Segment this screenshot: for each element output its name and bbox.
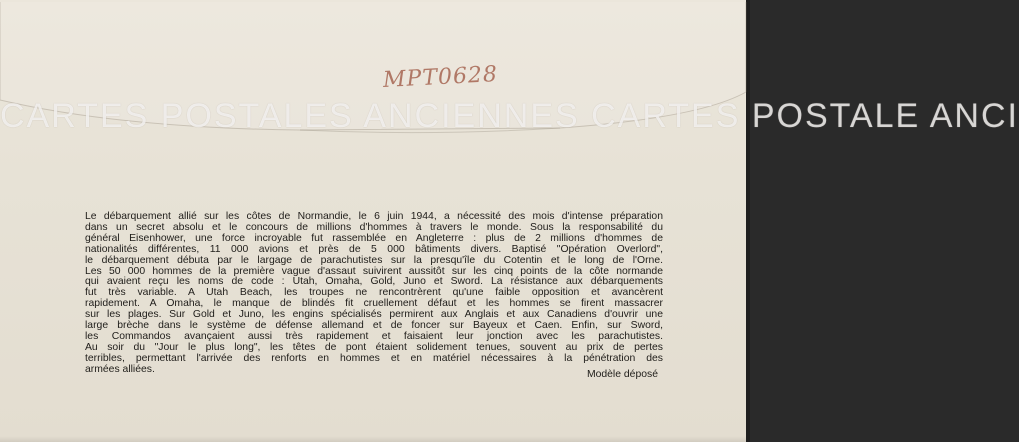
text-line: terribles, permettant l'arrivée des renforts en hommes et en matériel nécessaires à la pénétration des	[85, 352, 663, 364]
text-line: large brèche dans le système de défense allemand et de foncer sur Bayeux et Caen. Enfin, sur Sword,	[85, 320, 663, 332]
text-line: Les 50 000 hommes de la première vague d'assaut suivirent aussitôt sur les cinq points de la côte normande	[85, 265, 663, 277]
text-line: qui avaient reçu les noms de code : Utah, Omaha, Gold, Juno et Sword. La résistance aux débarquements	[85, 276, 663, 288]
text-line: le débarquement débuta par le largage de parachutistes sur la presqu'île du Cotentin et le long de l'Orne.	[85, 254, 663, 266]
text-line: dans un secret absolu et le concours de millions d'hommes à travers le monde. Sous la responsabilité du	[85, 221, 663, 233]
envelope-flap	[0, 0, 1019, 150]
watermark-text: CARTES POSTALES ANCIENNES CARTES POSTALE ANCI	[0, 97, 1019, 135]
text-line: armées alliées.	[85, 363, 155, 375]
handwritten-reference-code: MPT0628	[382, 62, 499, 93]
text-line: les Commandos avançaient aussi très rapidement et faisaient leur jonction avec les parachutistes.	[85, 330, 663, 342]
text-line: Le débarquement allié sur les côtes de Normandie, le 6 juin 1944, a nécessité des mois d'intense préparation	[85, 211, 663, 222]
text-line: Au soir du "Jour le plus long", les têtes de pont étaient solidement tenues, souvent au prix de pertes	[85, 341, 663, 353]
envelope-flap-outline	[0, 0, 1019, 150]
text-line: rapidement. A Omaha, le manque de blindés fit cruellement défaut et les hommes se firent massacrer	[85, 298, 663, 310]
text-line: général Eisenhower, une force incroyable fut rassemblée en Angleterre : plus de 2 millions d'hommes de	[85, 232, 663, 244]
text-line: sur les plages. Sur Gold et Juno, les engins spécialisés permirent aux Anglais et aux Canadiens d'ouvrir une	[85, 309, 663, 321]
text-line: fut très variable. A Utah Beach, les troupes ne rencontrèrent qu'une faible opposition et avancèrent	[85, 287, 663, 299]
text-line: nationalités différentes, 11 000 avions et près de 5 000 bâtiments divers. Baptisé "Opération Overlord",	[85, 243, 663, 255]
registered-design-notice: Modèle déposé	[586, 369, 658, 380]
bottom-edge-shadow	[0, 436, 746, 442]
historical-description	[85, 212, 663, 376]
